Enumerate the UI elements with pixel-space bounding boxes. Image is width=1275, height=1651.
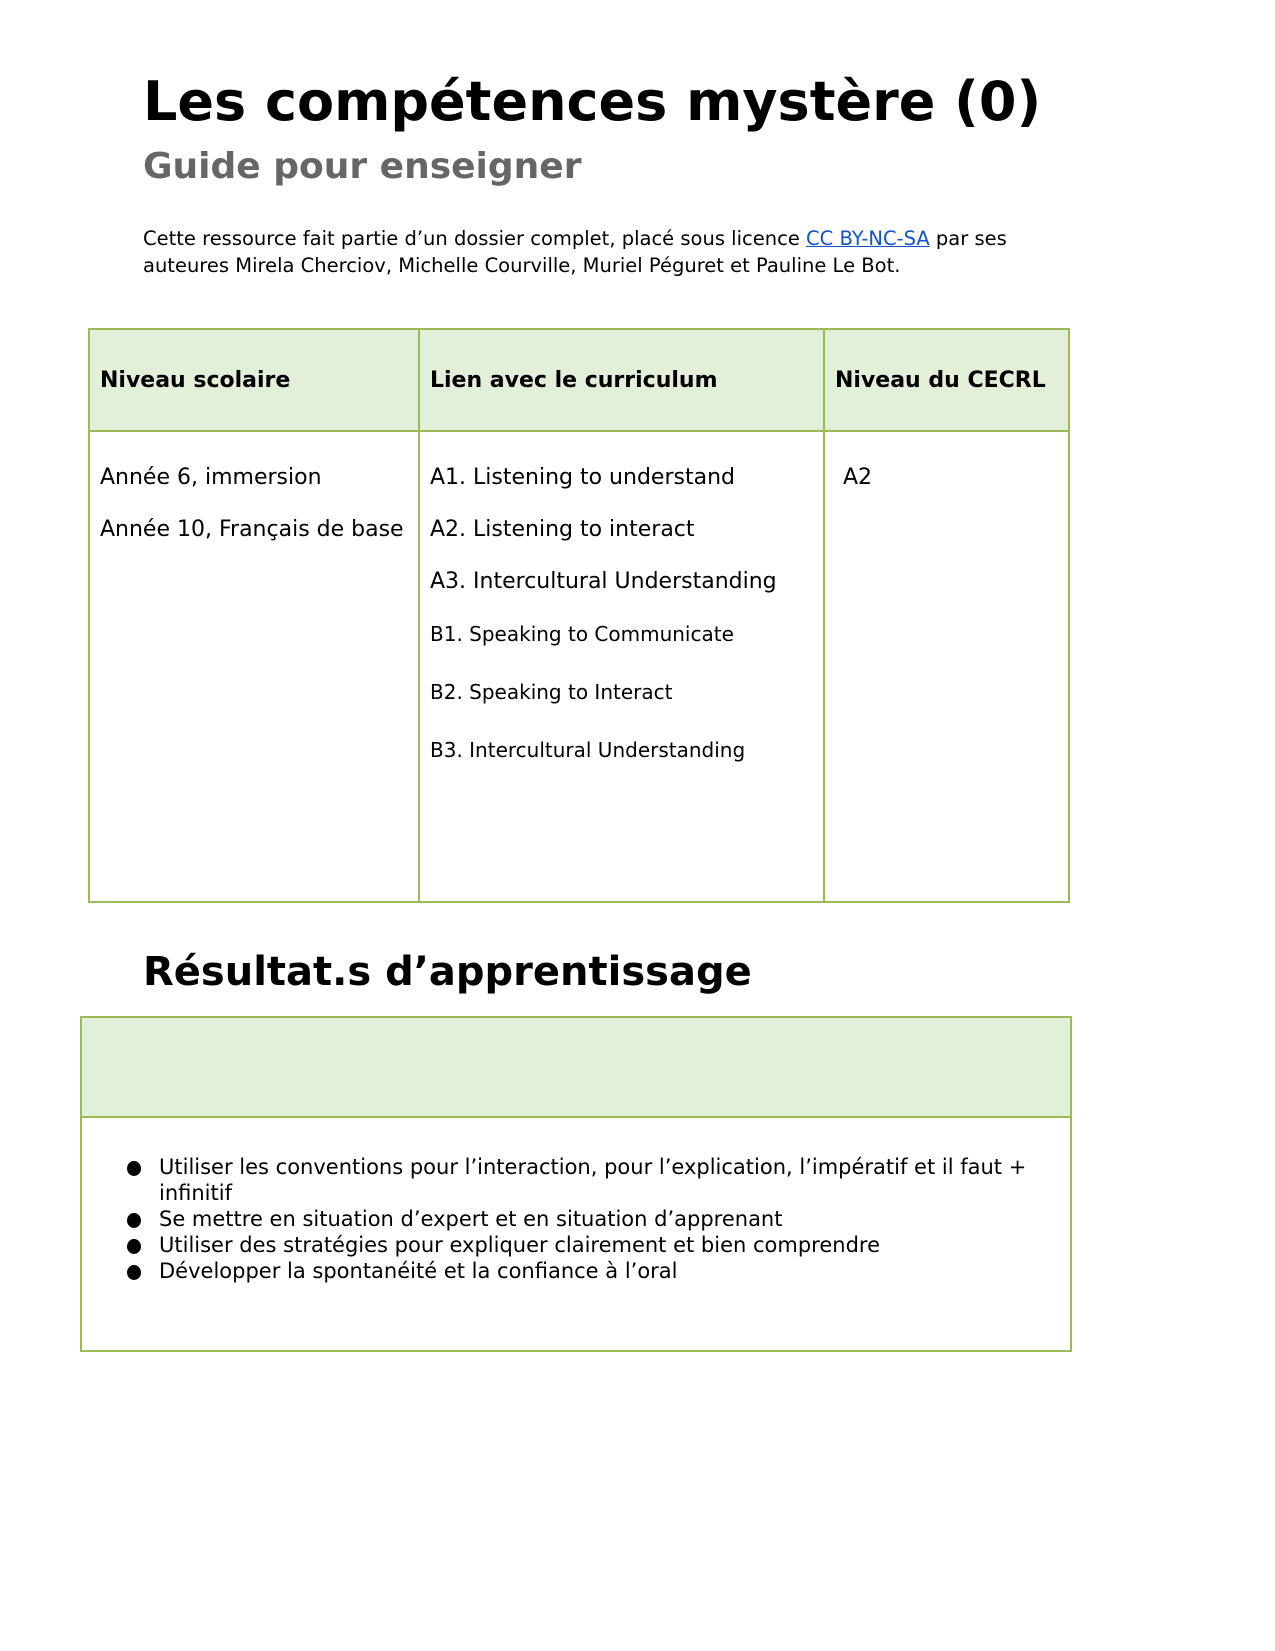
header-cecrl: Niveau du CECRL: [824, 329, 1069, 431]
outcome-text: Se mettre en situation d’expert et en situation d’apprenant: [159, 1207, 783, 1231]
outcome-text: Développer la spontanéité et la confiance à l’oral: [159, 1259, 678, 1283]
bullet-icon: [127, 1213, 141, 1228]
outcomes-body-row: [81, 1117, 1071, 1351]
bullet-icon: [127, 1161, 141, 1176]
bullet-icon: [127, 1265, 141, 1280]
intro-paragraph: [143, 225, 1083, 279]
outcome-text: Utiliser des stratégies pour expliquer clairement et bien comprendre: [159, 1233, 880, 1257]
license-link[interactable]: CC BY-NC-SA: [806, 227, 930, 250]
page-title: Les compétences mystère (0): [143, 70, 1042, 133]
cell-niveau-scolaire: [89, 431, 419, 902]
outcomes-body-cell: [81, 1117, 1071, 1351]
cell-cecrl: [824, 431, 1069, 902]
cell-curriculum: [419, 431, 824, 902]
cecrl-level: A2: [843, 465, 873, 490]
outcomes-header-cell: [81, 1017, 1071, 1117]
curriculum-item: A2. Listening to interact: [430, 517, 695, 542]
curriculum-item: B1. Speaking to Communicate: [430, 622, 734, 646]
outcome-item: [122, 1258, 1050, 1284]
grade-level-item: Année 6, immersion: [100, 465, 322, 490]
outcome-item: [122, 1232, 1050, 1258]
outcomes-table: [80, 1016, 1072, 1352]
outcomes-header-row: [81, 1017, 1071, 1117]
intro-text-after: par ses auteures Mirela Cherciov, Michelle Courville, Muriel Péguret et Pauline Le Bot.: [143, 227, 1007, 277]
curriculum-item: A3. Intercultural Understanding: [430, 569, 777, 594]
info-table-row: [89, 431, 1069, 902]
outcome-text: Utiliser les conventions pour l’interaction, pour l’explication, l’impératif et il faut + infinitif: [159, 1155, 1027, 1205]
outcomes-heading: Résultat.s d’apprentissage: [143, 949, 752, 995]
intro-text-before: Cette ressource fait partie d’un dossier complet, placé sous licence: [143, 227, 807, 250]
grade-level-item: Année 10, Français de base: [100, 517, 404, 542]
curriculum-item: B2. Speaking to Interact: [430, 680, 673, 704]
curriculum-item: B3. Intercultural Understanding: [430, 738, 746, 762]
bullet-icon: [127, 1239, 141, 1254]
outcome-item: [122, 1206, 1050, 1232]
page-subtitle: Guide pour enseigner: [143, 146, 582, 187]
info-table: [88, 328, 1070, 903]
header-niveau-scolaire: Niveau scolaire: [89, 329, 419, 431]
header-curriculum: Lien avec le curriculum: [419, 329, 824, 431]
outcomes-list: [122, 1154, 1050, 1284]
outcome-item: [122, 1154, 1050, 1206]
info-table-header-row: [89, 329, 1069, 431]
curriculum-item: A1. Listening to understand: [430, 465, 735, 490]
